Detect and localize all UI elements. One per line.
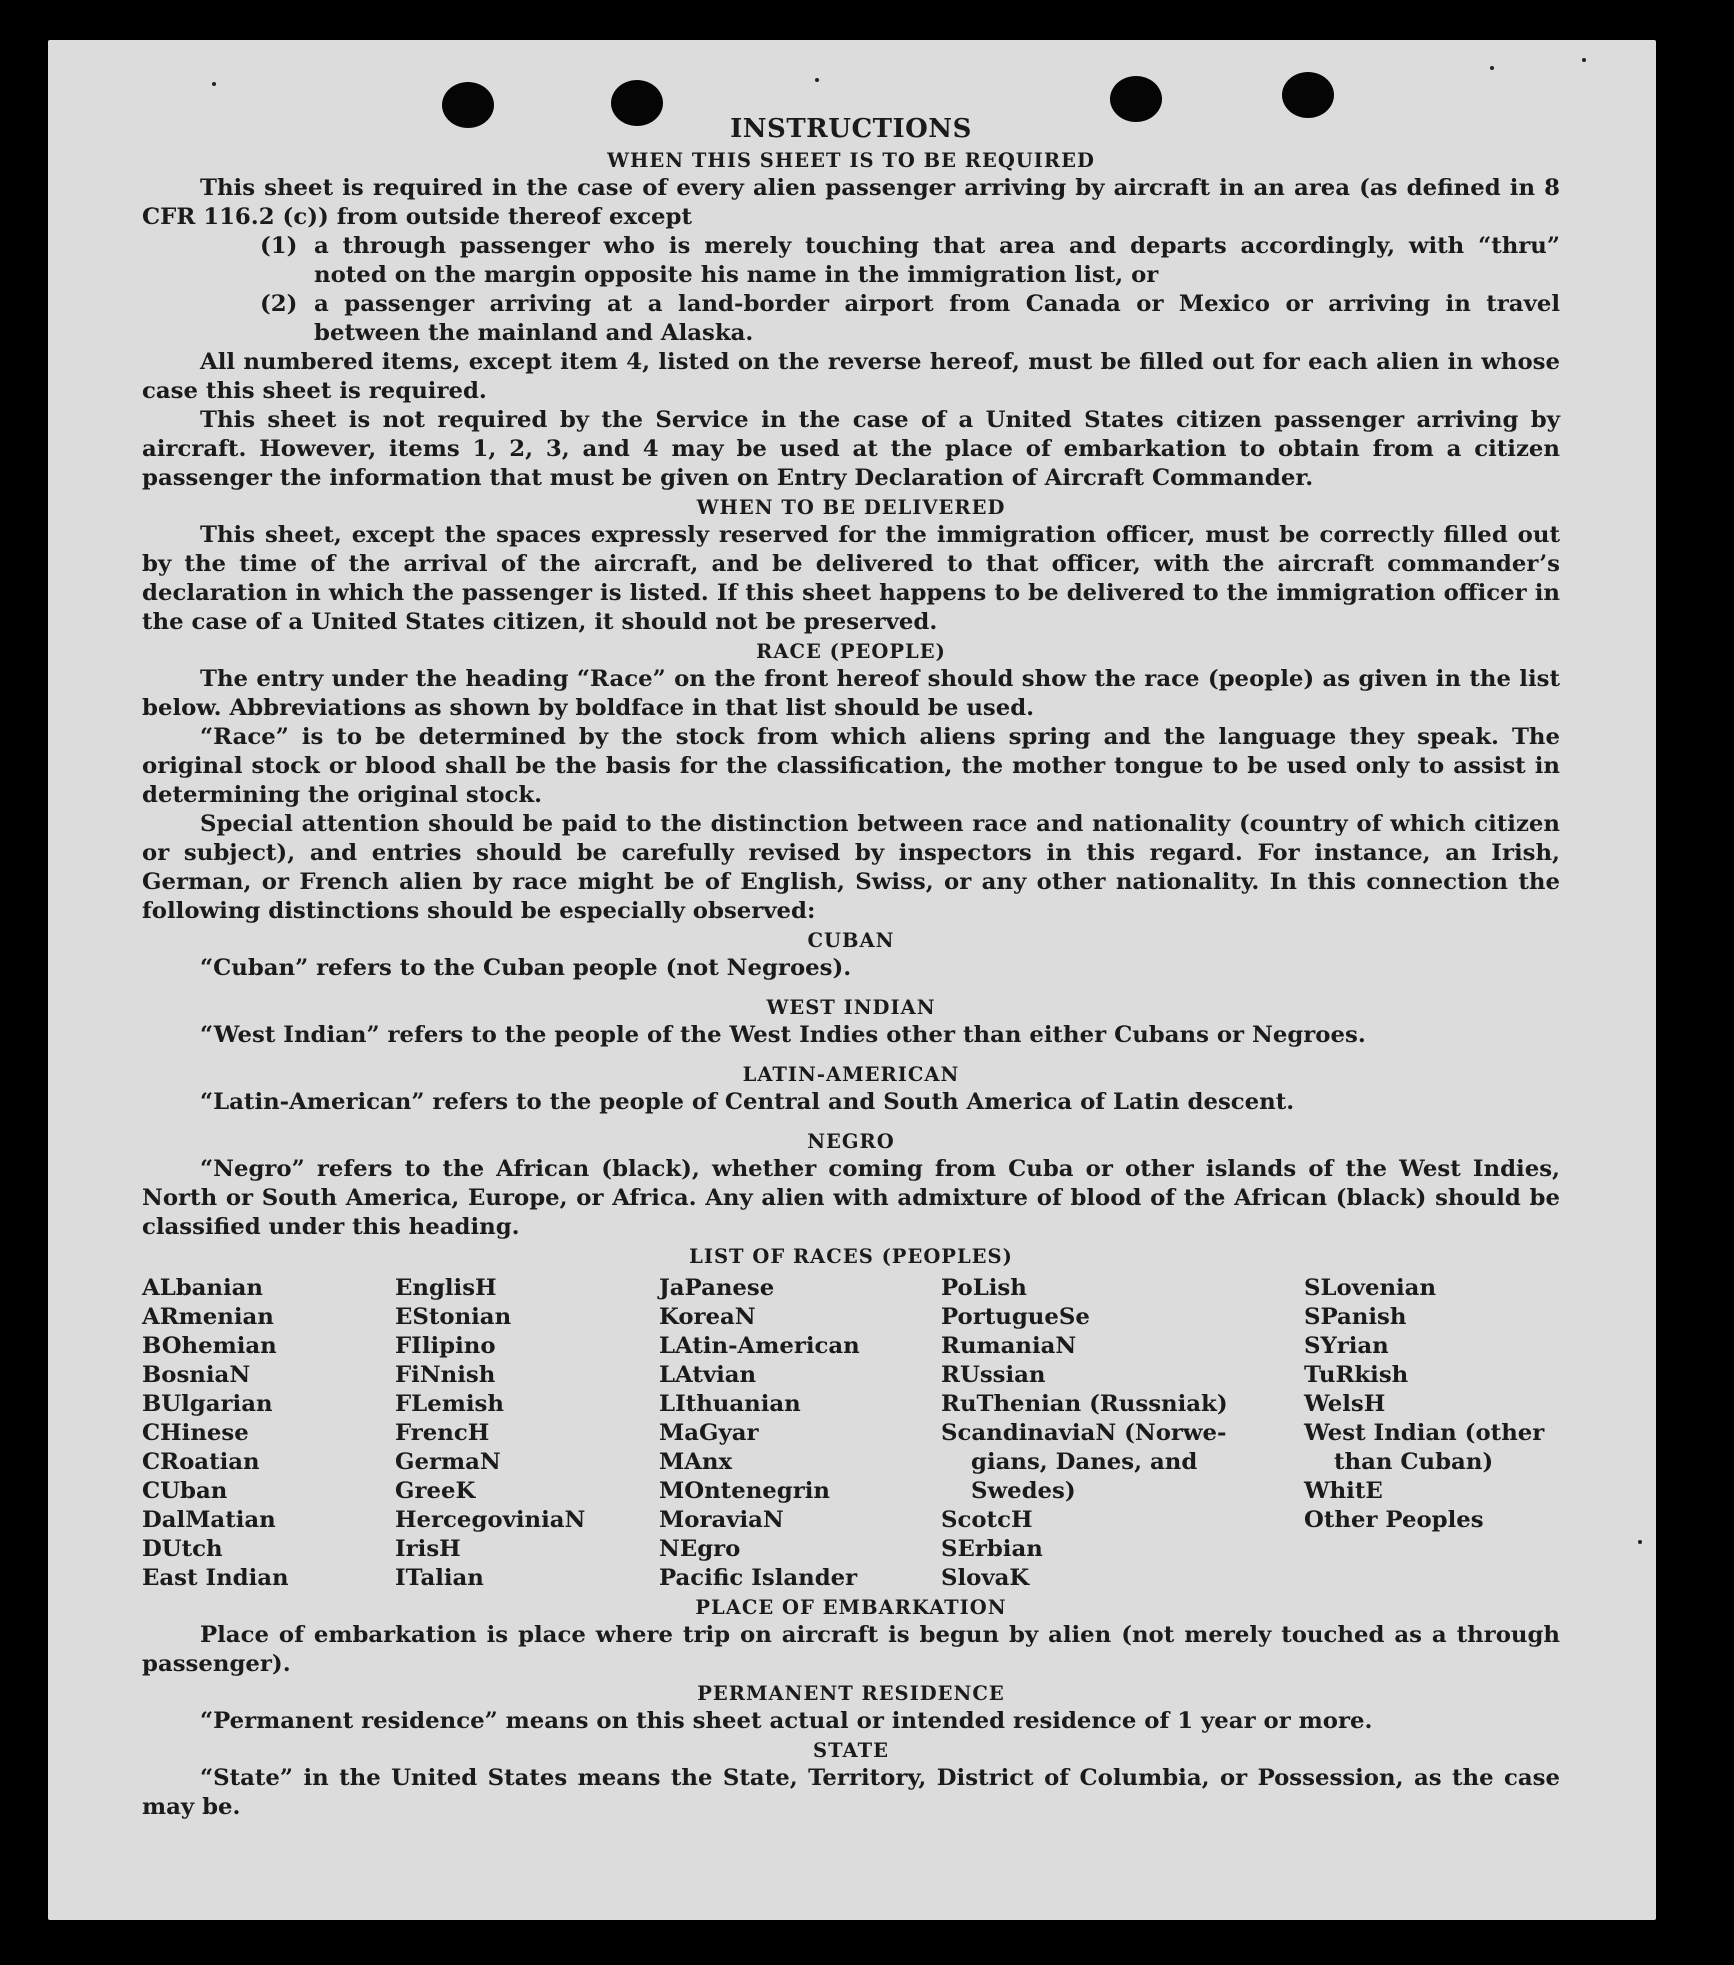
section-heading-delivered: WHEN TO BE DELIVERED: [696, 496, 1006, 519]
race-entry: SPanish: [1304, 1304, 1407, 1330]
section-heading-latin-american: LATIN-AMERICAN: [742, 1063, 960, 1086]
embarkation-para: Place of embarkation is place where trip on aircraft is begun by alien (not merely touched as a through passenger).: [142, 1622, 1560, 1677]
race-entry: RuThenian (Russniak): [941, 1391, 1228, 1417]
races-column: [1304, 1274, 1560, 1593]
section-heading-cuban: CUBAN: [807, 929, 895, 952]
race-entry: ARmenian: [142, 1304, 274, 1330]
race-entry: West Indian (other: [1304, 1420, 1545, 1446]
west-indian-para: “West Indian” refers to the people of the West Indies other than either Cubans or Negroes.: [200, 1022, 1366, 1048]
race-entry: FiNnish: [395, 1362, 496, 1388]
exception-item: [142, 232, 1560, 290]
race-entry: FIlipino: [395, 1333, 496, 1359]
required-para-3: This sheet is not required by the Service in the case of a United States citizen passenger arriving by aircraft. However, items 1, 2, 3, and 4 may be used at the place of embarkation to obtain from a citizen passenger the information that must be given on Entry Declaration of Aircraft Commander.: [142, 407, 1560, 491]
race-entry: MAnx: [659, 1449, 733, 1475]
race-entry: CUban: [142, 1478, 228, 1504]
race-entry: SLovenian: [1304, 1275, 1437, 1301]
instructions-content: [142, 112, 1560, 1822]
item-number: (2): [260, 291, 298, 317]
race-entry: NEgro: [659, 1536, 741, 1562]
race-entry: Other Peoples: [1304, 1507, 1484, 1533]
race-entry: Swedes): [971, 1478, 1076, 1504]
race-entry: WelsH: [1304, 1391, 1386, 1417]
speck: [212, 82, 216, 86]
races-column: [395, 1274, 659, 1593]
race-para-3: Special attention should be paid to the distinction between race and nationality (country of which citizen or subject), and entries should be carefully revised by inspectors in this regard. For instance, an Irish, German, or French alien by race might be of English, Swiss, or any other nationality. In this connection the following distinctions should be especially observed:: [142, 811, 1560, 924]
race-entry: SErbian: [941, 1536, 1043, 1562]
section-heading-required: WHEN THIS SHEET IS TO BE REQUIRED: [607, 149, 1095, 172]
exception-item: [142, 290, 1560, 348]
race-entry: FLemish: [395, 1391, 504, 1417]
required-para-2: All numbered items, except item 4, listed on the reverse hereof, must be filled out for each alien in whose case this sheet is required.: [142, 349, 1560, 404]
race-entry: DalMatian: [142, 1507, 276, 1533]
section-heading-list-of-races: LIST OF RACES (PEOPLES): [689, 1245, 1013, 1268]
race-entry: BOhemian: [142, 1333, 277, 1359]
race-entry: gians, Danes, and: [971, 1449, 1198, 1475]
races-list: [142, 1274, 1560, 1593]
race-entry: LIthuanian: [659, 1391, 801, 1417]
race-entry: DUtch: [142, 1536, 223, 1562]
race-entry: PoLish: [941, 1275, 1027, 1301]
race-entry: ScotcH: [941, 1507, 1033, 1533]
race-entry: ITalian: [395, 1565, 484, 1591]
speck: [1638, 1540, 1642, 1544]
race-entry: RumaniaN: [941, 1333, 1077, 1359]
cuban-para: “Cuban” refers to the Cuban people (not Negroes).: [200, 955, 852, 981]
race-entry: IrisH: [395, 1536, 461, 1562]
item-text: a through passenger who is merely touching that area and departs accordingly, with “thru” noted on the margin opposite his name in the immigration list, or: [314, 233, 1560, 288]
race-entry: PortugueSe: [941, 1304, 1090, 1330]
page-title: INSTRUCTIONS: [730, 114, 972, 144]
race-entry: GreeK: [395, 1478, 476, 1504]
race-entry: FrencH: [395, 1420, 490, 1446]
section-heading-residence: PERMANENT RESIDENCE: [697, 1682, 1005, 1705]
section-heading-negro: NEGRO: [807, 1130, 895, 1153]
race-entry: LAtin-American: [659, 1333, 860, 1359]
race-entry: EnglisH: [395, 1275, 497, 1301]
race-entry: LAtvian: [659, 1362, 757, 1388]
race-entry: EStonian: [395, 1304, 512, 1330]
race-entry: JaPanese: [659, 1275, 775, 1301]
race-entry: KoreaN: [659, 1304, 756, 1330]
race-entry: WhitE: [1304, 1478, 1383, 1504]
race-entry: MoraviaN: [659, 1507, 784, 1533]
residence-para: “Permanent residence” means on this sheet actual or intended residence of 1 year or more.: [200, 1708, 1373, 1734]
race-entry: TuRkish: [1304, 1362, 1409, 1388]
race-entry: BosniaN: [142, 1362, 251, 1388]
section-heading-race: RACE (PEOPLE): [756, 640, 946, 663]
race-entry: ALbanian: [142, 1275, 264, 1301]
race-entry: MaGyar: [659, 1420, 759, 1446]
races-column: [659, 1274, 941, 1593]
race-entry: RUssian: [941, 1362, 1046, 1388]
race-entry: HercegoviniaN: [395, 1507, 586, 1533]
item-number: (1): [260, 233, 298, 259]
race-para-2: “Race” is to be determined by the stock from which aliens spring and the language they speak. The original stock or blood shall be the basis for the classification, the mother tongue to be used only to assist in determining the original stock.: [142, 724, 1560, 808]
required-intro: This sheet is required in the case of every alien passenger arriving by aircraft in an area (as defined in 8 CFR 116.2 (c)) from outside thereof except: [142, 175, 1560, 230]
section-heading-west-indian: WEST INDIAN: [766, 996, 936, 1019]
speck: [815, 78, 819, 82]
race-entry: GermaN: [395, 1449, 501, 1475]
race-entry: than Cuban): [1334, 1449, 1494, 1475]
state-para: “State” in the United States means the State, Territory, District of Columbia, or Possession, as the case may be.: [142, 1765, 1560, 1820]
delivered-para: This sheet, except the spaces expressly reserved for the immigration officer, must be correctly filled out by the time of the arrival of the aircraft, and be delivered to that officer, with the aircraft commander’s declaration in which the passenger is listed. If this sheet happens to be delivered to the immigration officer in the case of a United States citizen, it should not be preserved.: [142, 522, 1560, 635]
race-entry: BUlgarian: [142, 1391, 273, 1417]
race-para-1: The entry under the heading “Race” on the front hereof should show the race (people) as given in the list below. Abbreviations as shown by boldface in that list should be used.: [142, 666, 1560, 721]
race-entry: Pacific Islander: [659, 1565, 858, 1591]
race-entry: ScandinaviaN (Norwe-: [941, 1420, 1227, 1446]
speck: [1490, 66, 1494, 70]
race-entry: MOntenegrin: [659, 1478, 830, 1504]
races-column: [142, 1274, 395, 1593]
race-entry: East Indian: [142, 1565, 289, 1591]
speck: [1582, 58, 1586, 62]
races-column: [941, 1274, 1304, 1593]
section-heading-embarkation: PLACE OF EMBARKATION: [695, 1596, 1007, 1619]
race-entry: CHinese: [142, 1420, 249, 1446]
negro-para: “Negro” refers to the African (black), whether coming from Cuba or other islands of the West Indies, North or South America, Europe, or Africa. Any alien with admixture of blood of the African (black) should be classified under this heading.: [142, 1156, 1560, 1240]
race-entry: SlovaK: [941, 1565, 1030, 1591]
race-entry: CRoatian: [142, 1449, 260, 1475]
race-entry: SYrian: [1304, 1333, 1389, 1359]
section-heading-state: STATE: [813, 1739, 889, 1762]
latin-american-para: “Latin-American” refers to the people of Central and South America of Latin descent.: [200, 1089, 1295, 1115]
item-text: a passenger arriving at a land-border airport from Canada or Mexico or arriving in travel between the mainland and Alaska.: [314, 291, 1560, 346]
